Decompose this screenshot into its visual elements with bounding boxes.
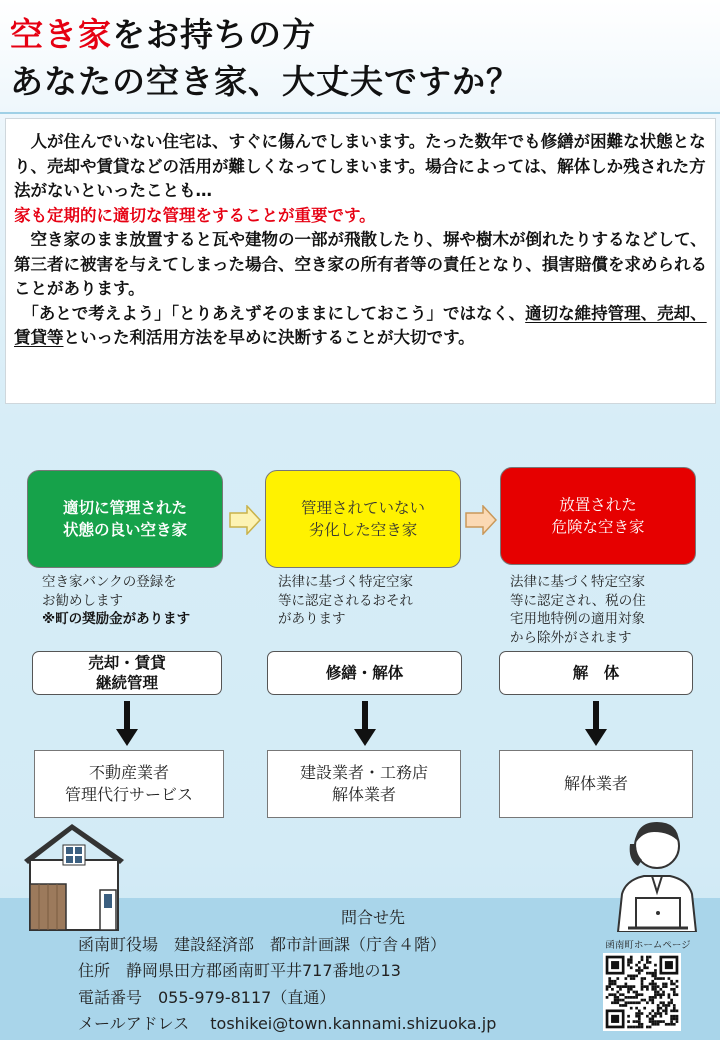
desc-good-line-2: お勧めします — [42, 592, 123, 609]
desc-dangerous-line-1: 法律に基づく特定空家 — [510, 574, 645, 590]
person-phone-icon — [614, 814, 700, 932]
arrow-down-icon — [114, 701, 140, 747]
contact-info — [78, 905, 598, 1038]
desc-dangerous-line-2: 等に認定され、税の住 — [510, 592, 646, 609]
contact-email[interactable]: メールアドレス toshikei@town.kannami.shizuoka.jp — [78, 1014, 497, 1033]
description-dangerous — [510, 573, 646, 647]
vendor-real-estate-line-1: 不動産業者 — [88, 763, 169, 782]
intro-text-box — [5, 118, 716, 404]
description-good — [42, 573, 190, 629]
action-sell-rent-line-2: 継続管理 — [95, 674, 158, 692]
intro-p1-text: 人が住んでいない住宅は、すぐに傷んでしまいます。たった数年でも修繕が困難な状態となり、売却や賃貸などの活用が難しくなってしまいます。場合によっては、解体しか残された方法がないといったことも… — [14, 132, 706, 200]
action-box-repair-demolish — [267, 651, 462, 695]
vendor-demolition-label: 解体業者 — [563, 774, 628, 793]
card-good-line-2: 状態の良い空き家 — [62, 521, 187, 539]
vendor-construction-line-1: 建設業者・工務店 — [299, 763, 428, 782]
desc-dangerous-line-3: 宅用地特例の適用対象 — [510, 611, 645, 627]
vendor-box-real-estate — [34, 750, 224, 818]
title-line-1 — [10, 12, 710, 58]
arrow-down-icon — [352, 701, 378, 747]
action-sell-rent-line-1: 売却・賃貸 — [88, 654, 166, 672]
intro-p1-emphasis: 家も定期的に適切な管理をすることが重要です。 — [14, 205, 376, 225]
action-box-sell-rent — [32, 651, 222, 695]
arrow-down-icon — [583, 701, 609, 747]
title-highlight: 空き家 — [10, 15, 112, 54]
action-demolish-label: 解 体 — [572, 664, 620, 682]
intro-p3-end: といった利活用方法を早めに決断することが大切です。 — [63, 328, 475, 347]
title-divider — [0, 112, 720, 114]
contact-office: 函南町役場 建設経済部 都市計画課（庁舎４階） — [78, 934, 447, 954]
qr-code-icon[interactable] — [603, 953, 681, 1031]
action-box-demolish — [499, 651, 693, 695]
contact-address: 住所 静岡県田方郡函南町平井717番地の13 — [78, 961, 401, 980]
qr-label: 函南町ホームページ — [605, 940, 691, 951]
intro-paragraph-3 — [14, 302, 707, 351]
title-line-1-rest: をお持ちの方 — [112, 15, 316, 54]
title-line-2: あなたの空き家、大丈夫ですか？ — [10, 62, 520, 101]
desc-deteriorated-line-3: があります — [278, 611, 346, 627]
desc-deteriorated-line-1: 法律に基づく特定空家 — [278, 574, 413, 590]
card-dangerous-line-2: 危険な空き家 — [551, 518, 645, 536]
status-card-deteriorated — [265, 470, 461, 568]
vendor-box-construction — [267, 750, 461, 818]
status-card-dangerous — [500, 467, 696, 565]
card-deteriorated-line-1: 管理されていない — [300, 499, 425, 517]
page-title — [10, 12, 710, 106]
desc-dangerous-line-4: から除外がされます — [510, 629, 632, 646]
vendor-real-estate-line-2: 管理代行サービス — [64, 785, 193, 804]
description-deteriorated — [278, 573, 413, 629]
card-deteriorated-line-2: 劣化した空き家 — [308, 521, 418, 539]
status-card-good — [27, 470, 223, 568]
desc-good-line-1: 空き家バンクの登録を — [42, 574, 177, 590]
card-dangerous-line-1: 放置された — [559, 496, 637, 514]
intro-paragraph-2: 空き家のまま放置すると瓦や建物の一部が飛散したり、塀や樹木が倒れたりするなどして、第三者に被害を与えてしまった場合、空き家の所有者等の責任となり、損害賠償を求められることがあります。 — [14, 230, 707, 298]
card-good-line-1: 適切に管理された — [62, 499, 187, 517]
incentive-note: ※町の奨励金があります — [42, 611, 191, 627]
chevron-right-icon — [229, 505, 261, 535]
intro-p3-underlined: 適切な維持管理、売却、賃貸等 — [14, 303, 707, 347]
action-repair-demolish-label: 修繕・解体 — [325, 664, 404, 682]
intro-paragraph-1 — [14, 130, 707, 228]
contact-phone: 電話番号 055-979-8117（直通） — [78, 987, 336, 1007]
desc-deteriorated-line-2: 等に認定されるおそれ — [278, 592, 413, 609]
vendor-construction-line-2: 解体業者 — [331, 785, 396, 804]
vendor-box-demolition — [499, 750, 693, 818]
intro-p3-start: 「あとで考えよう」「とりあえずそのままにしておこう」ではなく、 — [14, 303, 526, 323]
chevron-right-icon — [465, 505, 497, 535]
contact-heading: 問合せ先 — [340, 908, 405, 927]
